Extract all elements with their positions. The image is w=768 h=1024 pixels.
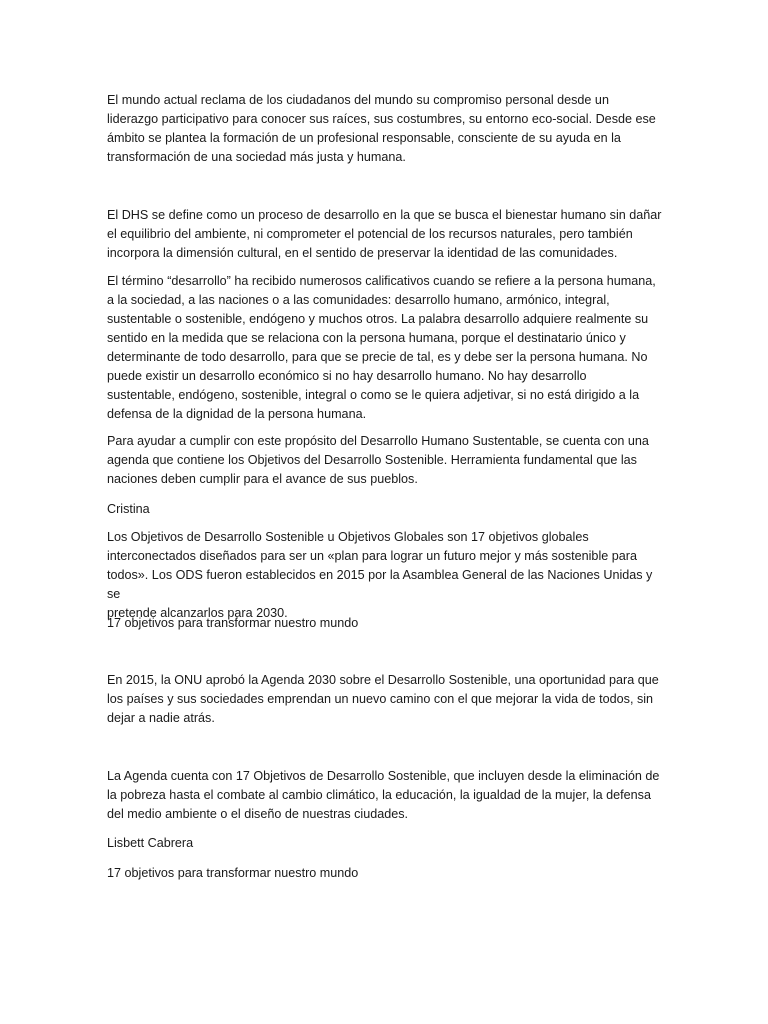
paragraph-onu-2015: En 2015, la ONU aprobó la Agenda 2030 sobre el Desarrollo Sostenible, una oportunidad para que los países y sus sociedades emprendan un nuevo camino con el que mejorar la vida de todos, sin dejar a nadie atrás. (107, 673, 659, 725)
paragraph-dhs-definition: El DHS se define como un proceso de desarrollo en la que se busca el bienestar humano sin dañar el equilibrio del ambiente, ni comprometer el potencial de los recursos naturales, pero también incorpora la dimensión cultural, en el sentido de preservar la identidad de las comunidades. (107, 208, 662, 260)
paragraph-agenda-purpose: Para ayudar a cumplir con este propósito del Desarrollo Humano Sustentable, se cuenta con una agenda que contiene los Objetivos del Desarrollo Sostenible. Herramienta fundamental que las naciones deben cumplir para el avance de sus pueblos. (107, 434, 649, 486)
paragraph-desarrollo-term: El término “desarrollo” ha recibido numerosos calificativos cuando se refiere a la persona humana, a la sociedad, a las naciones o a las comunidades: desarrollo humano, armónico, integral, sustentable o sostenible, endógeno y muchos otros. La palabra desarrollo adquiere realmente su sentido en la medida que se relaciona con la persona humana, porque el destinatario único y determinante de todo desarrollo, para que se precie de tal, es y debe ser la persona humana. No puede existir un desarrollo económico si no hay desarrollo humano. No hay desarrollo sustentable, endógeno, sostenible, integral o como se le quiera adjetivar, si no está dirigido a la defensa de la dignidad de la persona humana. (107, 274, 656, 421)
paragraph-intro: El mundo actual reclama de los ciudadanos del mundo su compromiso personal desde un liderazgo participativo para conocer sus raíces, sus costumbres, su entorno eco-social. Desde ese ámbito se plantea la formación de un profesional responsable, consciente de su ayuda en la transformación de una sociedad más justa y humana. (107, 93, 656, 164)
author-name-lisbett: Lisbett Cabrera (107, 836, 194, 850)
heading-17-objetivos-2: 17 objetivos para transformar nuestro mundo (107, 866, 359, 880)
paragraph-agenda-17-ods: La Agenda cuenta con 17 Objetivos de Desarrollo Sostenible, que incluyen desde la eliminación de la pobreza hasta el combate al cambio climático, la educación, la igualdad de la mujer, la defensa del medio ambiente o el diseño de nuestras ciudades. (107, 769, 660, 821)
heading-17-objetivos-1: 17 objetivos para transformar nuestro mundo (107, 616, 359, 630)
author-name-cristina: Cristina (107, 502, 150, 516)
paragraph-ods-definition: Los Objetivos de Desarrollo Sostenible u Objetivos Globales son 17 objetivos globales interconectados diseñados para ser un «plan para lograr un futuro mejor y más sostenible para todos». Los ODS fueron establecidos en 2015 por la Asamblea General de las Naciones Unidas y se pretende alcanzarlos para 2030. (107, 530, 653, 620)
